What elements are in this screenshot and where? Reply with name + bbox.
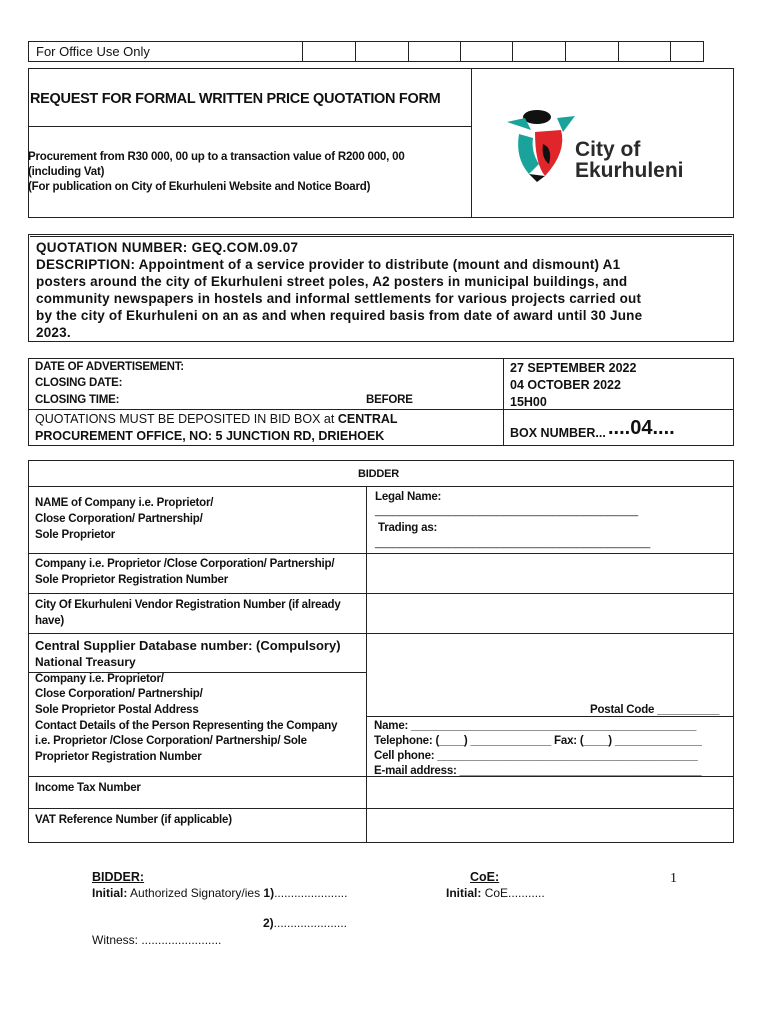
office-use-label: For Office Use Only xyxy=(36,44,150,59)
signatory-1-num: 1) xyxy=(263,886,275,900)
box-number-value: ....04.... xyxy=(608,417,675,439)
signatory-label: Authorized Signatory/ies xyxy=(130,886,264,900)
signatory-line-1 xyxy=(92,886,347,900)
deposit-line-1 xyxy=(35,412,398,426)
registration-label-1: Company i.e. Proprietor /Close Corporation/ Partnership/ xyxy=(35,558,335,570)
city-logo xyxy=(505,108,705,188)
description-line-2: posters around the city of Ekurhuleni street poles, A2 posters in municipal buildings, and xyxy=(36,274,628,289)
signatory-2-num: 2) xyxy=(263,916,274,930)
vat-note: (including Vat) xyxy=(28,166,105,178)
company-name-label-1: NAME of Company i.e. Proprietor/ xyxy=(35,497,214,509)
closing-date: 04 OCTOBER 2022 xyxy=(510,378,621,392)
signatory-2-dots[interactable]: ...................... xyxy=(273,916,348,930)
deposit-line-2: PROCUREMENT OFFICE, NO: 5 JUNCTION RD, DRIEHOEK xyxy=(35,429,385,443)
vat-number-label: VAT Reference Number (if applicable) xyxy=(35,814,232,826)
closing-time-label: CLOSING TIME: xyxy=(35,394,120,406)
signatory-line-2 xyxy=(263,916,347,930)
logo-text-line2: Ekurhuleni xyxy=(575,159,684,182)
witness-line[interactable]: Witness: ........................ xyxy=(92,933,222,947)
contact-label-1: Contact Details of the Person Representing the Company xyxy=(35,720,338,732)
quotation-number: QUOTATION NUMBER: GEQ.COM.09.07 xyxy=(36,240,299,255)
signatory-1-dots[interactable]: ...................... xyxy=(274,886,348,900)
description-line-3: community newspapers in hostels and informal settlements for various projects carried out xyxy=(36,291,642,306)
box-number-label: BOX NUMBER... xyxy=(510,426,606,440)
form-title: REQUEST FOR FORMAL WRITTEN PRICE QUOTATION FORM xyxy=(30,91,441,107)
contact-name-field[interactable]: Name: ______________________________________________ xyxy=(374,720,697,732)
page-number: 1 xyxy=(670,871,677,886)
advertisement-label: DATE OF ADVERTISEMENT: xyxy=(35,361,184,373)
trading-as-line[interactable]: _____________________________________________ xyxy=(375,537,651,549)
description-line-1: DESCRIPTION: Appointment of a service provider to distribute (mount and dismount) A1 xyxy=(36,257,621,272)
logo-text-line1: City of xyxy=(575,138,641,161)
postal-code-field[interactable]: Postal Code __________ xyxy=(590,704,720,716)
procurement-range: Procurement from R30 000, 00 up to a transaction value of R200 000, 00 xyxy=(28,151,405,163)
telephone-fax-field[interactable]: Telephone: (____) _____________ Fax: (____) ______________ xyxy=(374,735,702,747)
trading-as-label: Trading as: xyxy=(378,522,438,534)
legal-name-line[interactable]: ___________________________________________ xyxy=(375,505,639,517)
description-line-5: 2023. xyxy=(36,325,71,340)
footer-bidder-label: BIDDER: xyxy=(92,870,145,884)
coe-dots[interactable]: CoE........... xyxy=(484,886,545,900)
postal-label-1: Company i.e. Proprietor/ xyxy=(35,673,164,685)
contact-label-2: i.e. Proprietor /Close Corporation/ Partnership/ Sole xyxy=(35,735,307,747)
contact-label-3: Proprietor Registration Number xyxy=(35,751,202,763)
company-name-label-2: Close Corporation/ Partnership/ xyxy=(35,513,203,525)
before-label: BEFORE xyxy=(366,394,413,406)
vendor-label-2: have) xyxy=(35,615,65,627)
legal-name-label: Legal Name: xyxy=(375,491,442,503)
coe-label: CoE: xyxy=(470,870,500,884)
initial-label-1: Initial: xyxy=(92,886,128,900)
coe-initial-line xyxy=(446,886,545,900)
csd-label-2: National Treasury xyxy=(35,655,136,669)
advertisement-date: 27 SEPTEMBER 2022 xyxy=(510,361,637,375)
income-tax-label: Income Tax Number xyxy=(35,782,141,794)
registration-label-2: Sole Proprietor Registration Number xyxy=(35,574,229,586)
closing-date-label: CLOSING DATE: xyxy=(35,377,123,389)
deposit-line-1b: CENTRAL xyxy=(337,412,398,426)
description-line-4: by the city of Ekurhuleni on an as and when required basis from date of award until 30 June xyxy=(36,308,643,323)
deposit-line-1a: QUOTATIONS MUST BE DEPOSITED IN BID BOX at xyxy=(35,412,338,426)
cell-phone-field[interactable]: Cell phone: __________________________________________ xyxy=(374,750,698,762)
company-name-label-3: Sole Proprietor xyxy=(35,529,116,541)
bidder-heading: BIDDER xyxy=(358,468,399,480)
initial-label-2: Initial: xyxy=(446,886,482,900)
publication-note: (For publication on City of Ekurhuleni Website and Notice Board) xyxy=(28,181,371,193)
email-field[interactable]: E-mail address: _______________________________________ xyxy=(374,765,702,777)
csd-label-1: Central Supplier Database number: (Compulsory) xyxy=(35,638,341,653)
vendor-label-1: City Of Ekurhuleni Vendor Registration Number (if already xyxy=(35,599,341,611)
closing-time: 15H00 xyxy=(510,395,547,409)
postal-label-3: Sole Proprietor Postal Address xyxy=(35,704,199,716)
ekurhuleni-logo-icon xyxy=(505,108,577,183)
postal-label-2: Close Corporation/ Partnership/ xyxy=(35,688,203,700)
